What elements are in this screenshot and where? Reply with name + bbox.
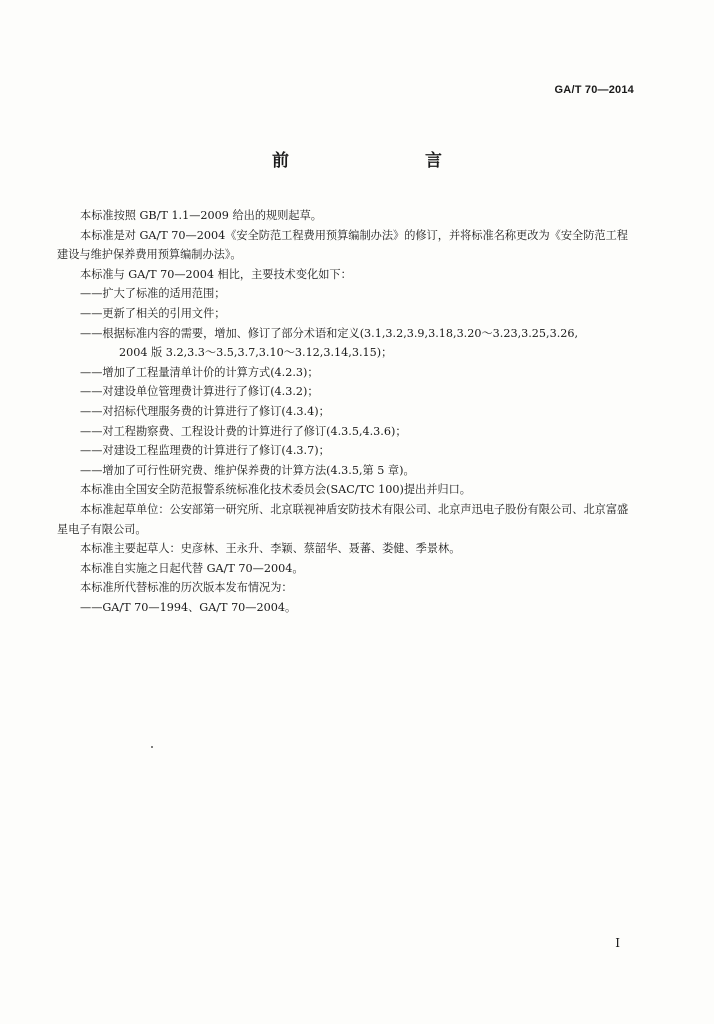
- change-item: ——扩大了标准的适用范围；: [80, 287, 226, 301]
- paragraph-replacement: 本标准自实施之日起代替 GA/T 70—2004。: [80, 561, 304, 575]
- change-item: ——对工程勘察费、工程设计费的计算进行了修订(4.3.5,4.3.6)；: [80, 424, 407, 438]
- standard-code: GA/T 70—2014: [554, 84, 634, 96]
- change-item: ——对招标代理服务费的计算进行了修订(4.3.4)；: [80, 404, 330, 418]
- page-number: I: [615, 936, 620, 950]
- change-item: ——增加了可行性研究费、维护保养费的计算方法(4.3.5,第 5 章)。: [80, 463, 415, 477]
- foreword-body: [57, 206, 637, 617]
- paragraph-drafting-rules: 本标准按照 GB/T 1.1—2009 给出的规则起草。: [80, 209, 322, 222]
- change-item: ——对建设工程监理费的计算进行了修订(4.3.7)；: [80, 444, 330, 458]
- page-title: 前 言: [272, 151, 476, 171]
- history-item: ——GA/T 70—1994、GA/T 70—2004。: [80, 600, 297, 614]
- paragraph-drafters: 本标准主要起草人：史彦林、王永升、李颖、蔡韶华、聂蕃、娄健、季景林。: [80, 542, 461, 556]
- change-item: ——对建设单位管理费计算进行了修订(4.3.2)；: [80, 385, 319, 399]
- paragraph-changes-intro: 本标准与 GA/T 70—2004 相比，主要技术变化如下：: [80, 267, 352, 281]
- change-item-continuation: 2004 版 3.2,3.3～3.5,3.7,3.10～3.12,3.14,3.15)；: [119, 346, 393, 360]
- paragraph-drafting-units: 本标准起草单位：公安部第一研究所、北京联视神盾安防技术有限公司、北京声迅电子股份有限公司、北京富盛星电子有限公司。: [57, 502, 629, 536]
- scan-speck: [151, 746, 153, 748]
- change-item: ——增加了工程量清单计价的计算方式(4.2.3)；: [80, 365, 319, 379]
- paragraph-committee: 本标准由全国安全防范报警系统标准化技术委员会(SAC/TC 100)提出并归口。: [80, 483, 471, 497]
- change-item: ——根据标准内容的需要，增加、修订了部分术语和定义(3.1,3.2,3.9,3.18,3.20～3.23,3.25,3.26,: [80, 326, 579, 340]
- paragraph-revision: 本标准是对 GA/T 70—2004《安全防范工程费用预算编制办法》的修订，并将标准名称更改为《安全防范工程建设与维护保养费用预算编制办法》。: [57, 228, 628, 262]
- paragraph-history-intro: 本标准所代替标准的历次版本发布情况为：: [80, 581, 293, 595]
- change-item: ——更新了相关的引用文件；: [80, 306, 226, 320]
